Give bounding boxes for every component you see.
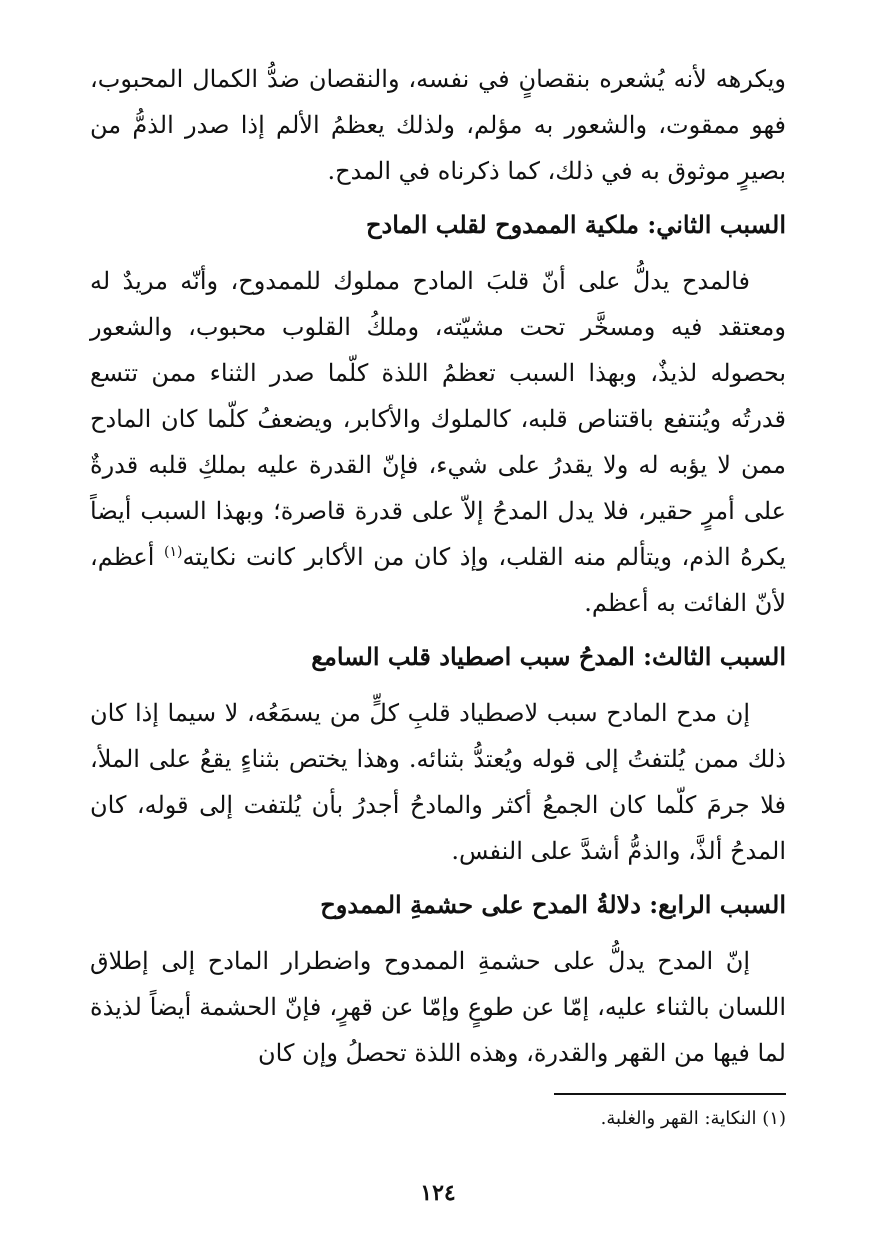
page-body [90, 56, 786, 1076]
footnote: (١) النكاية: القهر والغلبة. [600, 1108, 786, 1129]
footnote-divider [554, 1093, 786, 1095]
paragraph-4: إنّ المدح يدلُّ على حشمةِ الممدوح واضطرار المادح إلى إطلاق اللسان بالثناء عليه، إمّا عن طوعٍ وإمّا عن قهرٍ، فإنّ الحشمة أيضاً لذيذة لما فيها من القهر والقدرة، وهذه اللذة تحصلُ وإن كان [90, 947, 786, 1067]
paragraph-1: ويكرهه لأنه يُشعره بنقصانٍ في نفسه، والنقصان ضدُّ الكمال المحبوب، فهو ممقوت، والشعور به مؤلم، ولذلك يعظمُ الألم إذا صدر الذمُّ من بصيرٍ موثوق به في ذلك، كما ذكرناه في المدح. [90, 65, 786, 185]
footnote-reference[interactable]: (١) [163, 544, 183, 560]
paragraph-2-end: أعظم، لأنّ الفائت به أعظم. [90, 543, 786, 617]
paragraph-2-text: فالمدح يدلُّ على أنّ قلبَ المادح مملوك للممدوح، وأنّه مريدٌ له ومعتقد فيه ومسخَّر تحت مشيّته، وملكُ القلوب محبوب، والشعور بحصوله لذيذٌ، وبهذا السبب تعظمُ اللذة كلّما صدر الثناء ممن تتسع قدرتُه ويُنتفع باقتناص قلبه، كالملوك والأكابر، ويضعفُ كلّما كان المادح ممن لا يؤبه له ولا يقدرُ على شيء، فإنّ القدرة عليه بملكِ قلبه قدرةٌ على أمرٍ حقير، فلا يدل المدحُ إلاّ على قدرة قاصرة؛ وبهذا السبب أيضاً يكرهُ الذم، ويتألم منه القلب، وإذ كان من الأكابر كانت نكايته [90, 267, 786, 571]
page-number: ١٢٤ [420, 1180, 456, 1206]
heading-second-reason: السبب الثاني: ملكية الممدوح لقلب المادح [366, 210, 786, 239]
heading-third-reason: السبب الثالث: المدحُ سبب اصطياد قلب السامع [311, 642, 786, 671]
paragraph-3: إن مدح المادح سبب لاصطياد قلبِ كلٍّ من يسمَعُه، لا سيما إذا كان ذلك ممن يُلتفتُ إلى قوله ويُعتدُّ بثنائه. وهذا يختص بثناءٍ يقعُ على الملأ، فلا جرمَ كلّما كان الجمعُ أكثر والمادحُ أجدرُ بأن يُلتفت إلى قوله، كان المدحُ ألذَّ، والذمُّ أشدَّ على النفس. [90, 699, 786, 865]
paragraph-2 [90, 258, 786, 626]
heading-fourth-reason: السبب الرابع: دلالةُ المدح على حشمةِ الممدوح [320, 890, 786, 919]
